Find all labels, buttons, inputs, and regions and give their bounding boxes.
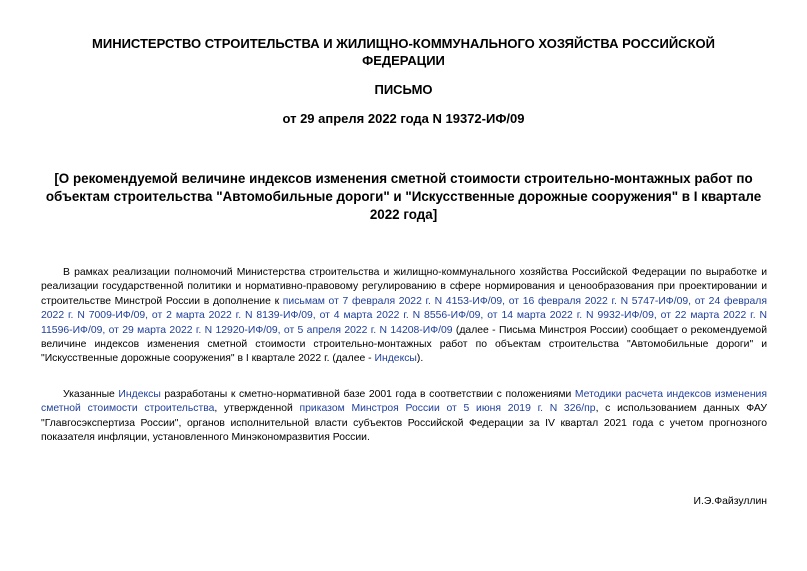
paragraph-2 [41, 388, 767, 446]
indexes-link-2[interactable]: Индексы [118, 389, 161, 400]
document-type: ПИСЬМО [374, 82, 433, 97]
paragraph-1-text-2: (далее - Письма Минстроя России) сообщает о рекомендуемой величине индексов изменения сметной стоимости строительно-монтажных работ по объектам строительства "Автомобильные дороги" и "Искусственные дорожные сооружения" в I квартале 2022 г. (далее - [41, 324, 767, 365]
paragraph-1 [41, 266, 767, 367]
paragraph-2-text-3: , утвержденной [214, 403, 300, 415]
paragraph-1-text-3: ). [416, 353, 424, 365]
paragraph-2-text-1: Указанные [63, 389, 119, 400]
paragraph-1-text-1: В рамках реализации полномочий Министерства строительства и жилищно-коммунального хозяйства Российской Федерации по выработке и реализации государственной политики и нормативно-правовому регулированию в сфере нормирования и ценообразования при проектировании и строительстве Минстрой России в дополнение к [41, 267, 767, 307]
order-link[interactable]: приказом Минстроя России от 5 июня 2019 г. N 326/пр [299, 403, 596, 415]
letters-link[interactable]: письмам от 7 февраля 2022 г. N 4153-ИФ/09, от 16 февраля 2022 г. N 5747-ИФ/09, от 24 февраля 2022 г. N 7009-ИФ/09, от 2 марта 2022 г. N 8139-ИФ/09, от 4 марта 2022 г. N 8556-ИФ/09, от 14 марта 2022 г. N 9932-ИФ/09, от 22 марта 2022 г. N 11596-ИФ/09, от 29 марта 2022 г. N 12920-ИФ/09, от 5 апреля 2022 г. N 14208-ИФ/09 [41, 295, 767, 336]
indexes-link-1[interactable]: Индексы [374, 353, 417, 365]
signature: И.Э.Файзуллин [693, 496, 767, 507]
methodology-link[interactable]: Методики расчета индексов изменения сметной стоимости строительства [41, 389, 767, 415]
paragraph-2-text-2: разработаны к сметно-нормативной базе 2001 года в соответствии с положениями [160, 389, 575, 400]
document-subject: [О рекомендуемой величине индексов изменения сметной стоимости строительно-монтажных работ по объектам строительства "Автомобильные дороги" и "Искусственные дорожные сооружения" в I квартале 2022 года] [45, 171, 762, 222]
document-date-number: от 29 апреля 2022 года N 19372-ИФ/09 [282, 111, 525, 126]
paragraph-2-text-4: , с использованием данных ФАУ "Главгосэкспертиза России", органов исполнительной власти субъектов Российской Федерации за IV квартал 2021 года с учетом прогнозного показателя инфляции, установленного Минэкономразвития России. [41, 403, 767, 444]
ministry-name: МИНИСТЕРСТВО СТРОИТЕЛЬСТВА И ЖИЛИЩНО-КОММУНАЛЬНОГО ХОЗЯЙСТВА РОССИЙСКОЙ ФЕДЕРАЦИИ [92, 36, 715, 68]
